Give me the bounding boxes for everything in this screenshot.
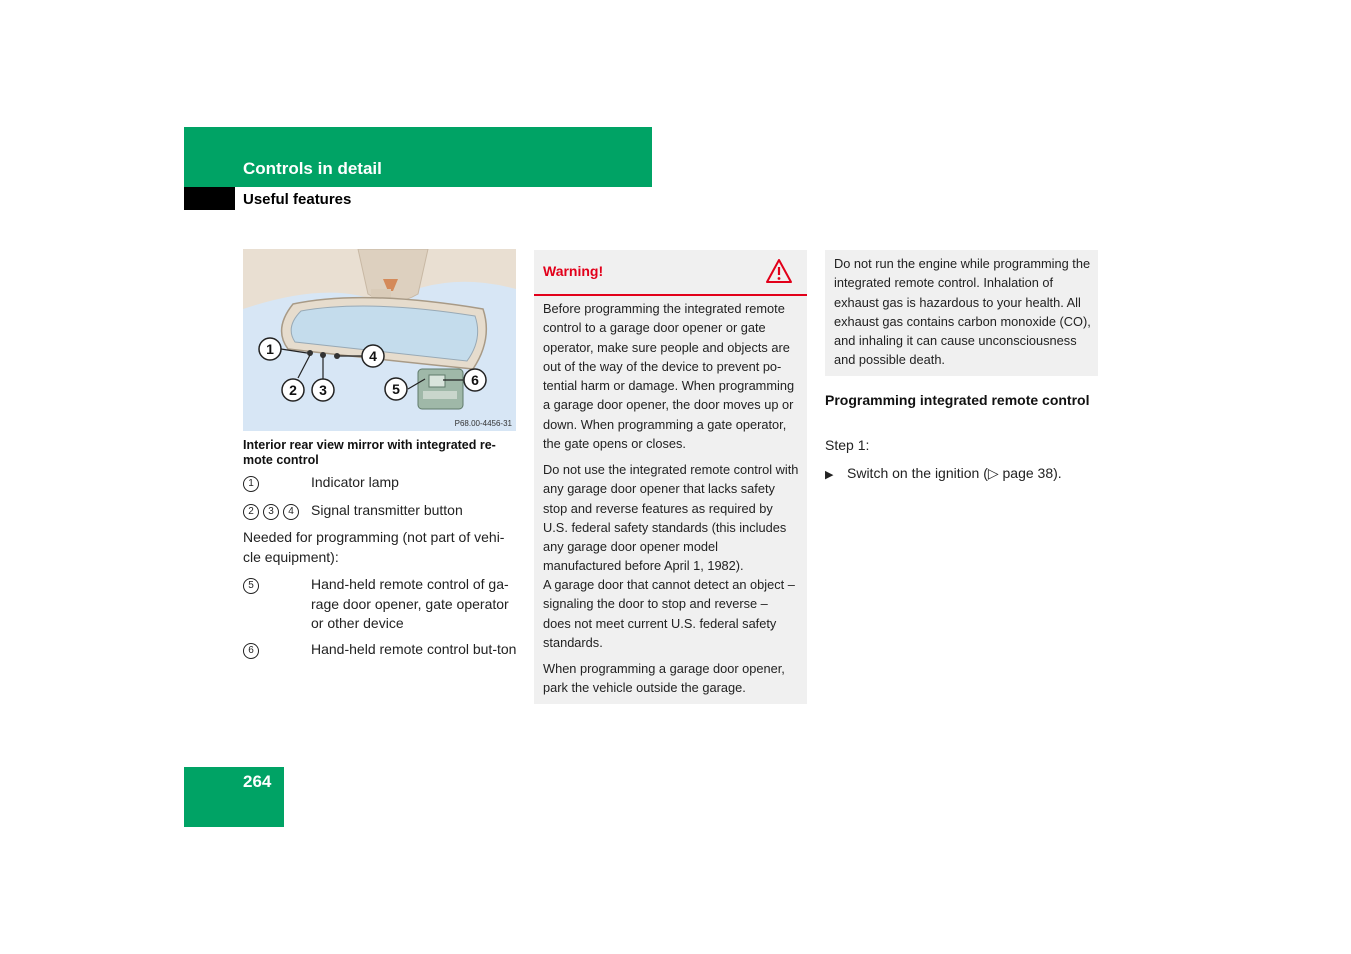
section-title: Controls in detail — [243, 159, 382, 178]
callout-3: 3 — [319, 382, 327, 398]
legend-text-1: Indicator lamp — [311, 474, 399, 490]
legend-mark-4: 4 — [283, 504, 299, 520]
triangle-bullet-icon: ▶ — [825, 469, 834, 481]
step-text: Switch on the ignition (▷ page 38). — [847, 465, 1062, 481]
warning-title: Warning! — [543, 263, 604, 279]
warning-paragraph-4: When programming a garage door opener, park the vehicle outside the garage. — [543, 661, 785, 696]
subsection-title: Useful features — [243, 191, 352, 208]
legend-mark-6: 6 — [243, 643, 259, 659]
legend-mark-2: 2 — [243, 504, 259, 520]
callout-6: 6 — [471, 372, 479, 388]
callout-5: 5 — [392, 381, 400, 397]
legend-text-234: Signal transmitter button — [311, 502, 463, 518]
step-item — [825, 465, 1101, 482]
step-label: Step 1: — [825, 437, 870, 453]
figure-reference-code: P68.00-4456-31 — [454, 419, 512, 428]
legend-text-6: Hand-held remote control but-ton — [311, 641, 517, 657]
needed-for-programming-text: Needed for programming (not part of vehi-cle equipment): — [243, 529, 505, 565]
page-number: 264 — [243, 772, 272, 791]
section-marker — [184, 187, 235, 210]
callout-2: 2 — [289, 382, 297, 398]
legend-mark-3: 3 — [263, 504, 279, 520]
legend-mark-1: 1 — [243, 476, 259, 492]
warning-paragraph-1: Before programming the integrated remote control to a garage door opener or gate operator, make sure people and objects are out of the way of the device to prevent po-tential harm or damage. When programming a garage door opener, the door moves up or down. When programming a gate operator, the gate opens or closes. — [543, 301, 795, 452]
warning-paragraph-3: A garage door that cannot detect an object – signaling the door to stop and reverse – does not meet current U.S. federal safety standards. — [543, 577, 795, 650]
mirror-illustration-svg — [243, 249, 516, 431]
figure-caption: Interior rear view mirror with integrated re-mote control — [243, 438, 496, 467]
warning-triangle-icon — [765, 258, 793, 284]
legend-mark-5: 5 — [243, 578, 259, 594]
rear-view-mirror-illustration — [243, 249, 516, 431]
programming-heading: Programming integrated remote control — [825, 392, 1090, 408]
warning-paragraph-2: Do not use the integrated remote control with any garage door opener that lacks safety stop and reverse features as required by U.S. federal safety standards (this includes any garage door opener model manufactured before April 1, 1982). — [543, 462, 799, 574]
legend-text-5: Hand-held remote control of ga-rage door opener, gate operator or other device — [311, 576, 509, 631]
callout-4: 4 — [369, 348, 377, 364]
info-text: Do not run the engine while programming the integrated remote control. Inhalation of exhaust gas is hazardous to your health. All exhaust gas contains carbon monoxide (CO), and inhaling it can cause unconsciousness and possible death. — [834, 256, 1091, 368]
callout-1: 1 — [266, 341, 274, 357]
